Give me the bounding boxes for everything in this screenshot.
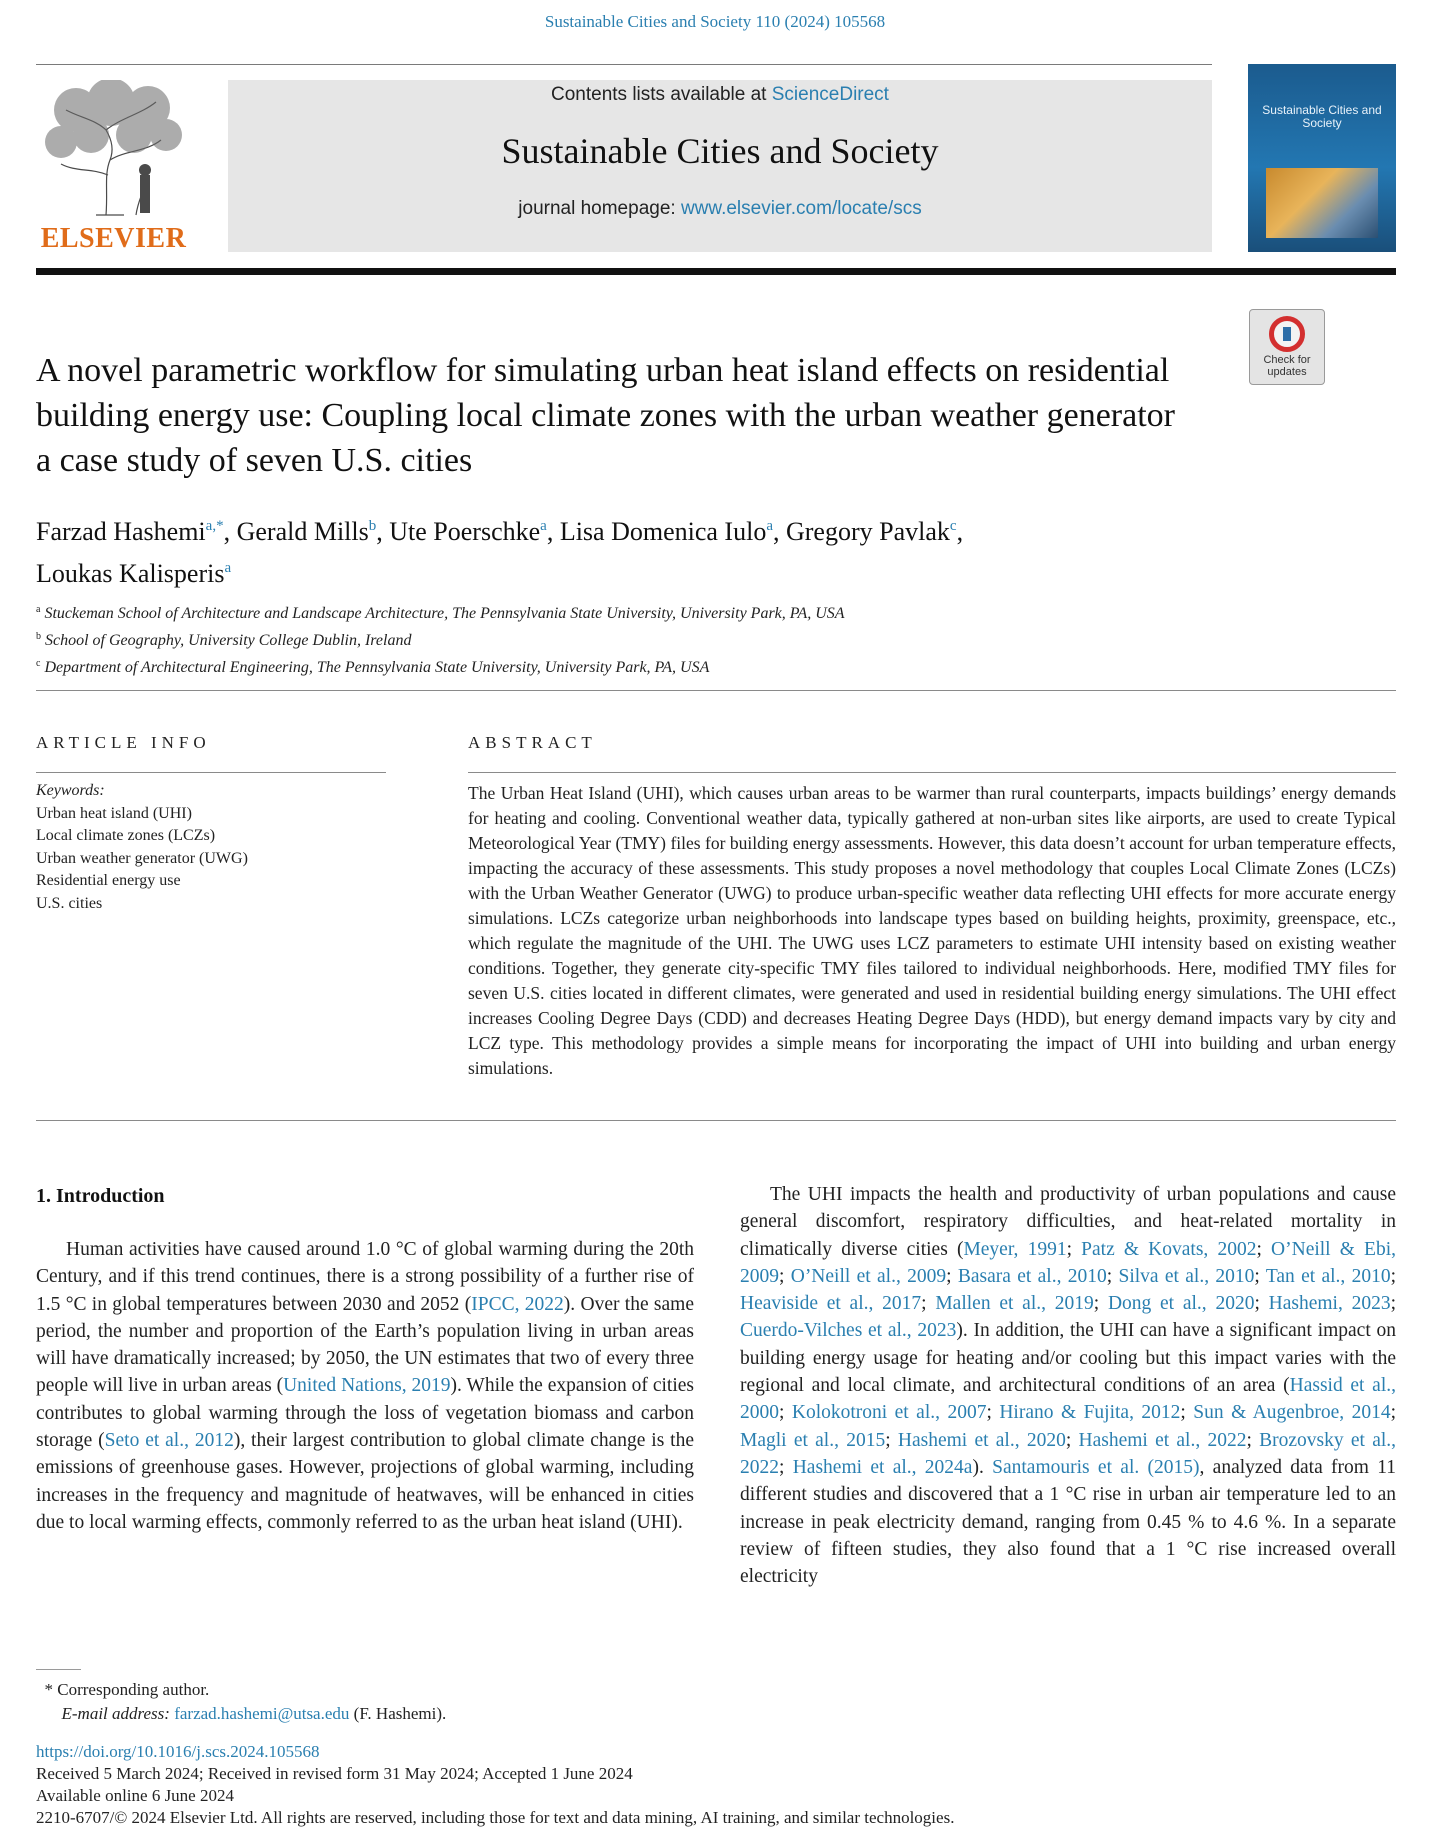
paragraph-text: ; bbox=[1254, 1293, 1269, 1315]
citation-link[interactable]: Santamouris et al. (2015) bbox=[992, 1456, 1200, 1478]
article-info-label: ARTICLE INFO bbox=[36, 733, 211, 752]
citation-link[interactable]: Kolokotroni et al., 2007 bbox=[791, 1402, 987, 1424]
citation-link[interactable]: Sun & Augenbroe, 2014 bbox=[1193, 1402, 1391, 1424]
paragraph-text: ). Over the same period, the number and proportion of the Earth’s population living in urban areas will have dramatically increased; by 2050, the UN estimates that two of every three people will live in urban areas ( bbox=[36, 1293, 694, 1397]
citation-link[interactable]: Hashemi et al., 2020 bbox=[897, 1429, 1066, 1451]
paragraph-text: ), their largest contribution to global climate change is the emissions of greenhouse gases. However, projections of global warming, including increases in the frequency and magnitude of heatwaves, will be enhanced in cities due to local warming effects, commonly referred to as the urban heat island (UHI). bbox=[36, 1430, 694, 1533]
author-affiliation-mark[interactable]: a bbox=[766, 518, 773, 534]
homepage-link[interactable]: www.elsevier.com/locate/scs bbox=[680, 198, 922, 219]
paragraph-text: ; bbox=[779, 1265, 791, 1287]
paragraph-text: ; bbox=[1093, 1293, 1108, 1315]
paragraph-text: ; bbox=[1390, 1402, 1397, 1424]
author[interactable]: Lisa Domenica Iulo bbox=[559, 517, 767, 546]
abstract-label: ABSTRACT bbox=[468, 733, 597, 752]
citation-link[interactable]: Hirano & Fujita, 2012 bbox=[999, 1402, 1181, 1424]
citation-link[interactable]: Brozovsky et al., 2022 bbox=[740, 1429, 1397, 1478]
author[interactable]: Gregory Pavlak bbox=[786, 517, 950, 546]
citation-link[interactable]: Hassid et al., 2000 bbox=[740, 1375, 1396, 1424]
affiliation: $^b$ School of Geography, University College Dublin, Ireland bbox=[36, 631, 412, 649]
available-online: Available online 6 June 2024 bbox=[36, 1786, 234, 1805]
article-footer bbox=[36, 1741, 1396, 1829]
author-affiliation-mark[interactable]: a bbox=[540, 518, 547, 534]
citation-link[interactable]: O’Neill et al., 2009 bbox=[790, 1265, 947, 1287]
keywords bbox=[36, 780, 396, 915]
citation-link[interactable]: Meyer, 1991 bbox=[963, 1238, 1067, 1260]
citation-link[interactable]: Dong et al., 2020 bbox=[1107, 1293, 1255, 1315]
cover-title: Sustainable Cities and Society bbox=[1262, 103, 1382, 130]
paragraph-text: , analyzed data from 11 different studies and discovered that a 1 °C rise in urban air temperature led to an increase in peak electricity demand, ranging from 0.45 % to 4.6 %. In a separate review of fifteen studies, they also found that a 1 °C rise increased overall electricity bbox=[740, 1456, 1397, 1588]
tree-icon bbox=[36, 80, 191, 220]
doi-link[interactable]: https://doi.org/10.1016/j.scs.2024.105568 bbox=[36, 1742, 320, 1761]
paragraph-text: ; bbox=[986, 1402, 1000, 1424]
contents-line: Contents lists available at ScienceDirect bbox=[551, 84, 889, 105]
abstract-rule bbox=[468, 772, 1396, 773]
citation-link[interactable]: Mallen et al., 2019 bbox=[935, 1293, 1094, 1315]
paragraph-text: ; bbox=[885, 1429, 898, 1451]
paragraph-text: ; bbox=[921, 1293, 936, 1315]
citation-link[interactable]: Hashemi et al., 2024a bbox=[792, 1456, 973, 1478]
copyright: 2210-6707/© 2024 Elsevier Ltd. All rights are reserved, including those for text and data mining, AI training, and similar technologies. bbox=[36, 1808, 955, 1827]
keyword: U.S. cities bbox=[36, 894, 103, 912]
keyword: Urban weather generator (UWG) bbox=[36, 849, 248, 867]
citation-link[interactable]: Hashemi, 2023 bbox=[1268, 1293, 1391, 1315]
intro-paragraph-2 bbox=[740, 1181, 1396, 1590]
journal-name: Sustainable Cities and Society bbox=[501, 131, 939, 171]
author[interactable]: Farzad Hashemi bbox=[36, 517, 206, 546]
abstract-text: The Urban Heat Island (UHI), which causes urban areas to be warmer than rural counterparts, impacts buildings’ energy demands for heating and cooling. Conventional weather data, typically gathered at non-urban sites like airports, are used to create Typical Meteorological Year (TMY) files for building energy assessments. However, this data doesn’t account for urban temperature effects, impacting the accuracy of these assessments. This study proposes a novel methodology that couples Local Climate Zones (LCZs) with the Urban Weather Generator (UWG) to produce urban-specific weather data reflecting UHI effects for more accurate energy simulations. LCZs categorize urban neighborhoods into landscape types based on building heights, proximity, greenspace, etc., which regulate the magnitude of the UHI. The UWG uses LCZ parameters to estimate UHI intensity based on existing weather conditions. Together, they generate city-specific TMY files tailored to individual neighborhoods. Here, modified TMY files for seven U.S. cities located in different climates, were generated and used in residential building energy simulations. The UHI effect increases Cooling Degree Days (CDD) and decreases Heating Degree Days (HDD), but energy demand impacts vary by city and LCZ type. This methodology provides a simple means for incorporating the impact of UHI into building and urban energy simulations. bbox=[468, 783, 1396, 1078]
citation-link[interactable]: Cuerdo-Vilches et al., 2023 bbox=[740, 1320, 957, 1342]
footnote-rule bbox=[36, 1669, 81, 1670]
received-dates: Received 5 March 2024; Received in revised form 31 May 2024; Accepted 1 June 2024 bbox=[36, 1764, 633, 1783]
header-rule bbox=[36, 268, 1396, 275]
citation-link[interactable]: Hashemi et al., 2022 bbox=[1078, 1429, 1247, 1451]
email-link[interactable]: farzad.hashemi@utsa.edu bbox=[174, 1704, 350, 1723]
paragraph-text: ; bbox=[779, 1402, 792, 1424]
paragraph-text: ; bbox=[1390, 1293, 1397, 1315]
publisher-logo-text: ELSEVIER bbox=[40, 223, 187, 254]
keyword: Residential energy use bbox=[36, 872, 181, 889]
journal-banner bbox=[228, 80, 1212, 252]
paragraph-text: ; bbox=[779, 1456, 793, 1478]
paragraph-text: ; bbox=[946, 1265, 958, 1287]
paragraph-text: ; bbox=[1254, 1265, 1266, 1287]
affiliation: $^a$ Stuckeman School of Architecture and Landscape Architecture, The Pennsylvania State University, University Park, PA, USA bbox=[36, 604, 845, 622]
intro-paragraph-1 bbox=[36, 1236, 694, 1536]
paragraph-text: ; bbox=[1390, 1265, 1397, 1287]
article-title: A novel parametric workflow for simulating urban heat island effects on residential building energy use: Coupling local climate zones with the urban weather generator a case study of seven U.S. cities bbox=[36, 352, 1175, 479]
article-info-rule bbox=[36, 772, 386, 773]
citation-link[interactable]: Seto et al., 2012 bbox=[104, 1430, 234, 1452]
paragraph-text: ; bbox=[1066, 1238, 1082, 1260]
paragraph-text: ; bbox=[1180, 1402, 1194, 1424]
citation-link[interactable]: O’Neill & Ebi, 2009 bbox=[740, 1238, 1397, 1287]
check-for-updates-button[interactable] bbox=[1249, 309, 1325, 385]
author-affiliation-mark[interactable]: b bbox=[368, 518, 377, 534]
paragraph-text: ; bbox=[1106, 1265, 1119, 1287]
journal-reference[interactable]: Sustainable Cities and Society 110 (2024) 105568 bbox=[544, 12, 886, 31]
keywords-heading: Keywords: bbox=[36, 782, 105, 799]
author-affiliation-mark[interactable]: c bbox=[949, 518, 957, 534]
elsevier-logo[interactable] bbox=[36, 80, 191, 255]
cover-image bbox=[1266, 168, 1378, 238]
paragraph-text: ; bbox=[1246, 1429, 1260, 1451]
author-list: Farzad Hashemi$^{a,*}$, Gerald Mills$^b$, Ute Poerschke$^a$, Lisa Domenica Iulo$^a$, Gregory Pavlak$^c$, Loukas Kalisperis$^a$ bbox=[36, 517, 964, 588]
homepage-line: journal homepage: www.elsevier.com/locate/scs bbox=[518, 198, 922, 219]
citation-link[interactable]: Heaviside et al., 2017 bbox=[740, 1293, 922, 1315]
author-affiliation-mark[interactable]: a bbox=[224, 560, 232, 576]
divider bbox=[36, 1120, 1396, 1121]
keyword: Local climate zones (LCZs) bbox=[36, 827, 216, 844]
divider bbox=[36, 690, 1396, 691]
citation-link[interactable]: United Nations, 2019 bbox=[283, 1375, 451, 1397]
corresponding-author: * Corresponding author. bbox=[44, 1680, 210, 1699]
email-line: E-mail address: farzad.hashemi@utsa.edu (F. Hashemi). bbox=[61, 1704, 447, 1723]
citation-link[interactable]: Basara et al., 2010 bbox=[957, 1265, 1107, 1287]
section-heading-introduction: 1. Introduction bbox=[36, 1185, 165, 1207]
citation-link[interactable]: IPCC, 2022 bbox=[471, 1293, 564, 1315]
footnote bbox=[36, 1669, 1196, 1726]
author[interactable]: Gerald Mills bbox=[236, 517, 369, 546]
citation-link[interactable]: Magli et al., 2015 bbox=[740, 1429, 886, 1451]
journal-cover[interactable] bbox=[1248, 64, 1396, 252]
check-updates-label: Check for updates bbox=[1263, 354, 1311, 378]
citation-link[interactable]: Tan et al., 2010 bbox=[1265, 1265, 1391, 1287]
author[interactable]: Loukas Kalisperis bbox=[36, 559, 225, 588]
paragraph-text: ; bbox=[1256, 1238, 1272, 1260]
author[interactable]: Ute Poerschke bbox=[389, 517, 541, 546]
affiliation: $^c$ Department of Architectural Engineering, The Pennsylvania State University, University Park, PA, USA bbox=[36, 658, 710, 676]
paragraph-text: The UHI impacts the health and productivity of urban populations and cause general discomfort, respiratory difficulties, and heat-related mortality in climatically diverse cities ( bbox=[740, 1184, 1396, 1260]
sciencedirect-link[interactable]: ScienceDirect bbox=[771, 84, 889, 105]
citation-link[interactable]: Silva et al., 2010 bbox=[1118, 1265, 1255, 1287]
crossmark-icon bbox=[1269, 316, 1305, 352]
author-affiliation-mark[interactable]: a,* bbox=[205, 518, 224, 534]
paragraph-text: Human activities have caused around 1.0 °C of global warming during the 20th Century, and if this trend continues, there is a strong possibility of a further rise of 1.5 °C in global temperatures between 2030 and 2052 ( bbox=[36, 1239, 694, 1315]
header-divider bbox=[36, 64, 1212, 65]
paragraph-text: ). bbox=[972, 1456, 993, 1478]
paragraph-text: ; bbox=[1065, 1429, 1079, 1451]
citation-link[interactable]: Patz & Kovats, 2002 bbox=[1081, 1238, 1257, 1260]
affiliations bbox=[36, 598, 1196, 679]
paragraph-text: ). In addition, the UHI can have a significant impact on building energy usage for heating and/or cooling but this impact varies with the regional and local climate, and architectural conditions of an area ( bbox=[740, 1320, 1396, 1397]
paragraph-text: ). While the expansion of cities contributes to global warming through the loss of vegetation biomass and carbon storage ( bbox=[36, 1375, 694, 1452]
keyword: Urban heat island (UHI) bbox=[36, 804, 192, 822]
